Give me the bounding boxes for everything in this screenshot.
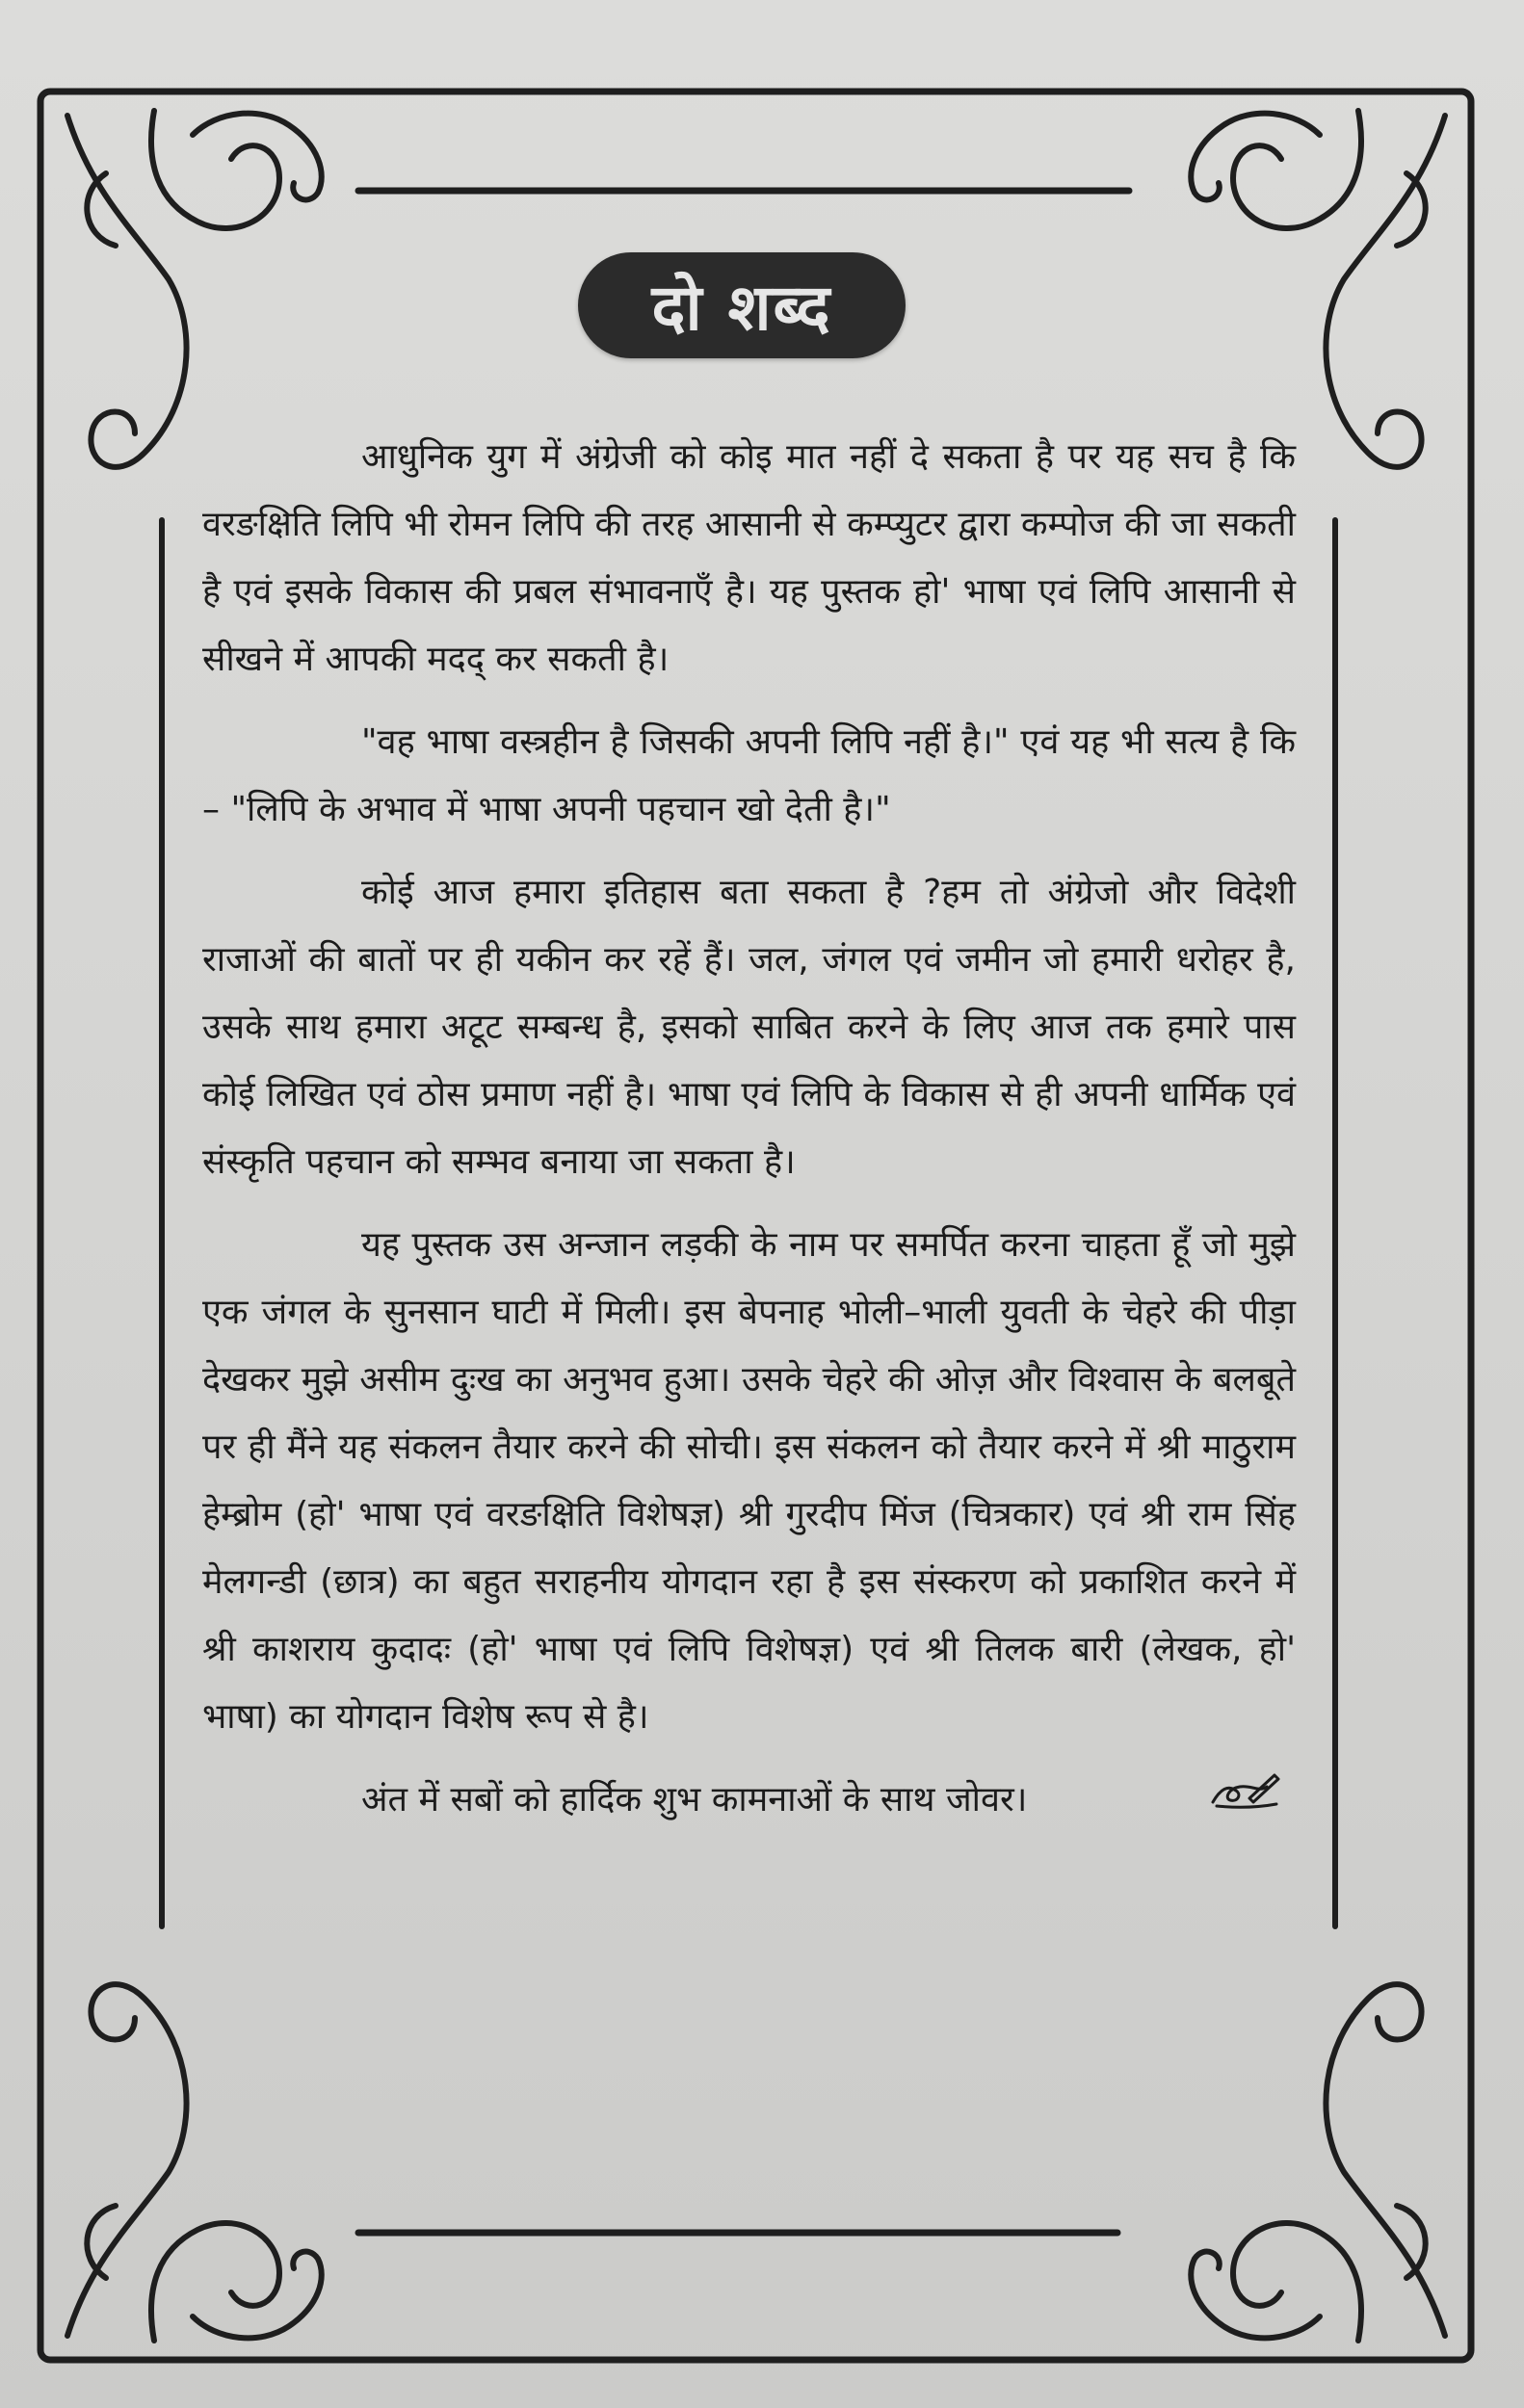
pen-signature-icon bbox=[1048, 1767, 1282, 1835]
preface-body bbox=[202, 424, 1296, 1850]
title-badge bbox=[578, 252, 906, 358]
closing-line bbox=[202, 1767, 1296, 1835]
paragraph-4: यह पुस्तक उस अन्जान लड़की के नाम पर समर्पित करना चाहता हूँ जो मुझे एक जंगल के सुनसान घाटी में मिली। इस बेपनाह भोली–भाली युवती के चेहरे की पीड़ा देखकर मुझे असीम दुःख का अनुभव हुआ। उसके चेहरे की ओज़ और विश्वास के बलबूते पर ही मैंने यह संकलन तैयार करने की सोची। इस संकलन को तैयार करने में श्री माठुराम हेम्ब्रोम (हो' भाषा एवं वरङक्षिति विशेषज्ञ) श्री गुरदीप मिंज (चित्रकार) एवं श्री राम सिंह मेलगन्डी (छात्र) का बहुत सराहनीय योगदान रहा है इस संस्करण को प्रकाशित करने में श्री काशराय कुदादः (हो' भाषा एवं लिपि विशेषज्ञ) एवं श्री तिलक बारी (लेखक, हो' भाषा) का योगदान विशेष रूप से है। bbox=[202, 1225, 1296, 1737]
paragraph-2: "वह भाषा वस्त्रहीन है जिसकी अपनी लिपि नहीं है।" एवं यह भी सत्य है कि – "लिपि के अभाव में भाषा अपनी पहचान खो देती है।" bbox=[202, 722, 1296, 829]
page-title: दो शब्द bbox=[651, 271, 832, 345]
closing-text: अंत में सबों को हार्दिक शुभ कामनाओं के साथ जोवर। bbox=[361, 1780, 1028, 1819]
paragraph-3: कोई आज हमारा इतिहास बता सकता है ?हम तो अंग्रेजो और विदेशी राजाओं की बातों पर ही यकीन कर रहें हैं। जल, जंगल एवं जमीन जो हमारी धरोहर है, उसके साथ हमारा अटूट सम्बन्ध है, इसको साबित करने के लिए आज तक हमारे पास कोई लिखित एवं ठोस प्रमाण नहीं है। भाषा एवं लिपि के विकास से ही अपनी धार्मिक एवं संस्कृति पहचान को सम्भव बनाया जा सकता है। bbox=[202, 873, 1296, 1182]
paragraph-1: आधुनिक युग में अंग्रेजी को कोइ मात नहीं दे सकता है पर यह सच है कि वरङक्षिति लिपि भी रोमन लिपि की तरह आसानी से कम्प्युटर द्वारा कम्पोज की जा सकती है एवं इसके विकास की प्रबल संभावनाएँ है। यह पुस्तक हो' भाषा एवं लिपि आसानी से सीखने में आपकी मदद् कर सकती है। bbox=[202, 437, 1296, 679]
